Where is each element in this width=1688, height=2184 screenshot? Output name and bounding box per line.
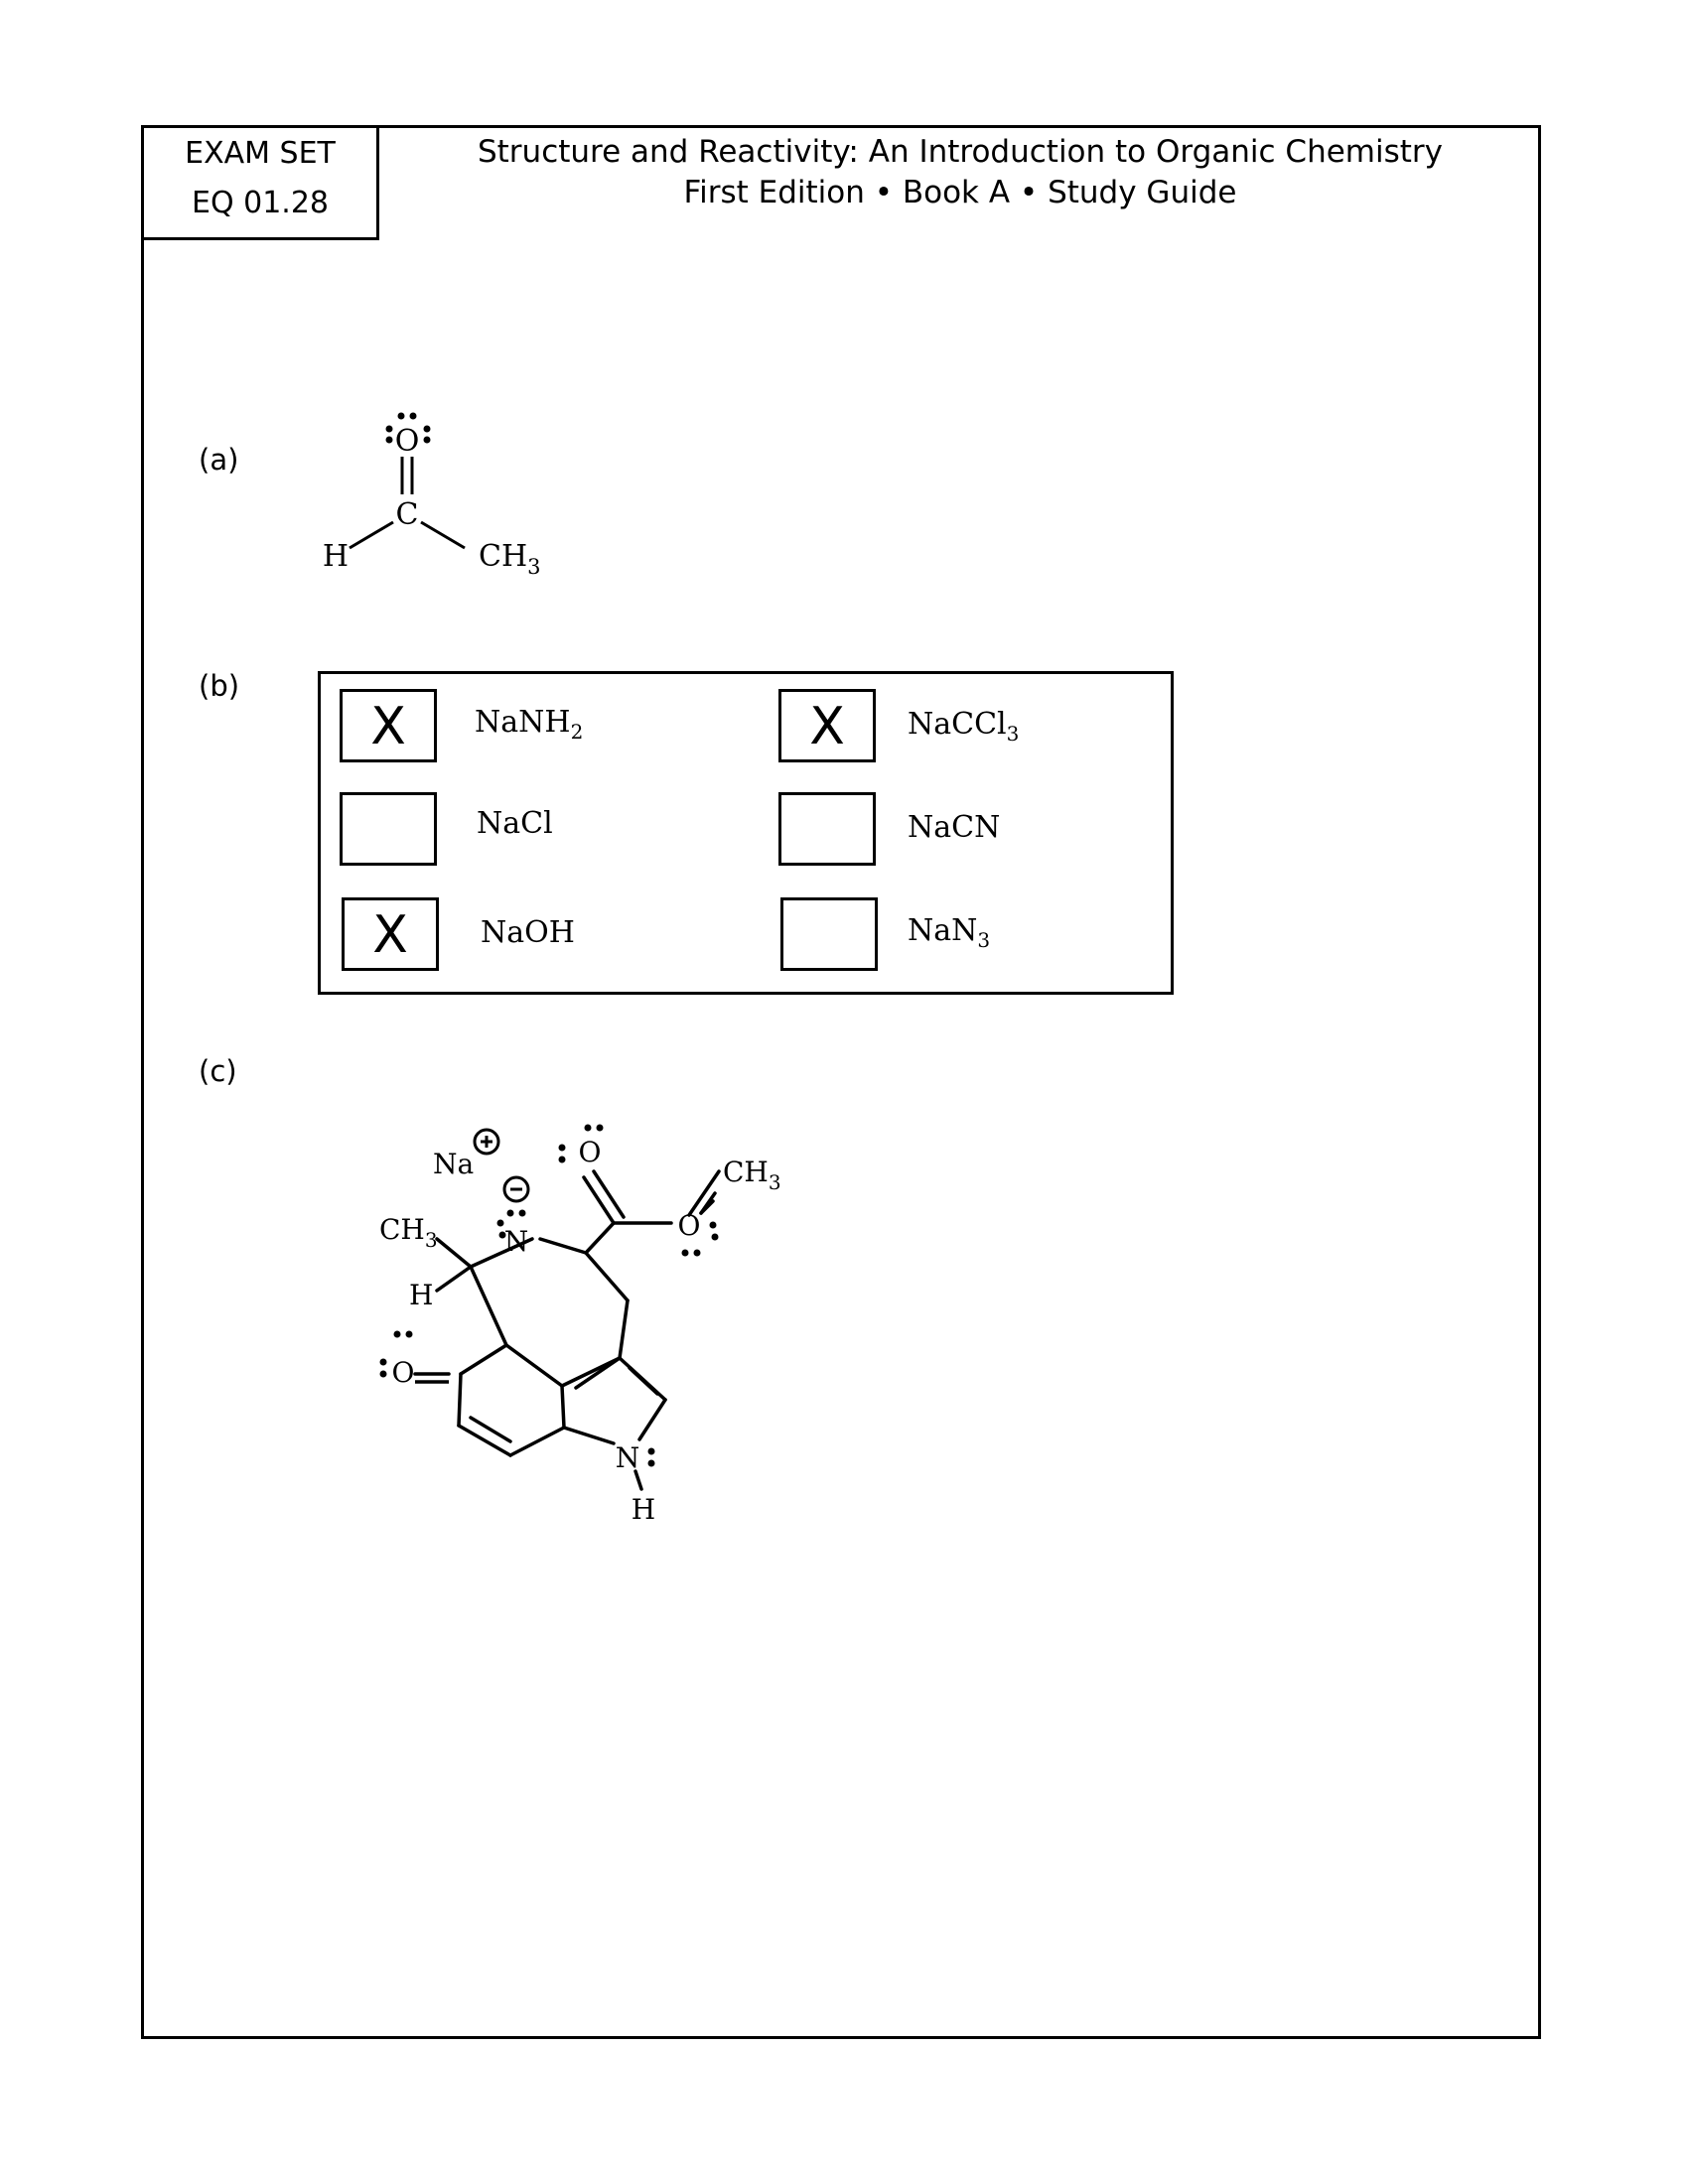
option-label-nanh2: NaNH$_2$ [475, 705, 584, 744]
option-label-naoh: NaOH [481, 915, 575, 950]
atom-o-ketone: O [391, 1356, 415, 1389]
atom-n-ring: N [615, 1441, 640, 1474]
group-ch3-left: $CH_3$ [379, 1213, 438, 1252]
checkbox-naccl3[interactable]: X [778, 689, 876, 762]
atom-n-anion: N [503, 1225, 529, 1258]
option-label-naccl3: NaCCl$_3$ [908, 707, 1020, 746]
atom-h-left: H [409, 1279, 434, 1311]
option-label-nacn: NaCN [908, 810, 1001, 845]
group-ch3: $CH_3$ [479, 539, 541, 579]
book-title: Structure and Reactivity: An Introduction to Organic Chemistry [477, 134, 1444, 170]
exam-set-label: EXAM SET [185, 136, 336, 171]
atom-o: O [394, 424, 420, 459]
atom-c: C [395, 497, 419, 532]
atom-h: H [322, 539, 350, 574]
atom-o-ester: O [677, 1209, 701, 1242]
atom-o-carbonyl: O [578, 1136, 602, 1168]
option-label-nacl: NaCl [477, 806, 553, 841]
question-a-label: (a) [199, 443, 239, 477]
atom-h-ring: H [631, 1493, 656, 1526]
checkbox-nanh2[interactable]: X [340, 689, 437, 762]
exam-set-code: EQ 01.28 [192, 186, 329, 220]
atom-na: Na [433, 1148, 475, 1180]
book-subtitle: First Edition • Book A • Study Guide [683, 175, 1237, 210]
option-label-nan3: NaN$_3$ [908, 913, 991, 952]
group-ch3-ester: $CH_3$ [723, 1156, 781, 1194]
question-c-label: (c) [199, 1054, 237, 1088]
question-b-label: (b) [199, 669, 240, 703]
checkbox-naoh[interactable]: X [342, 897, 439, 971]
